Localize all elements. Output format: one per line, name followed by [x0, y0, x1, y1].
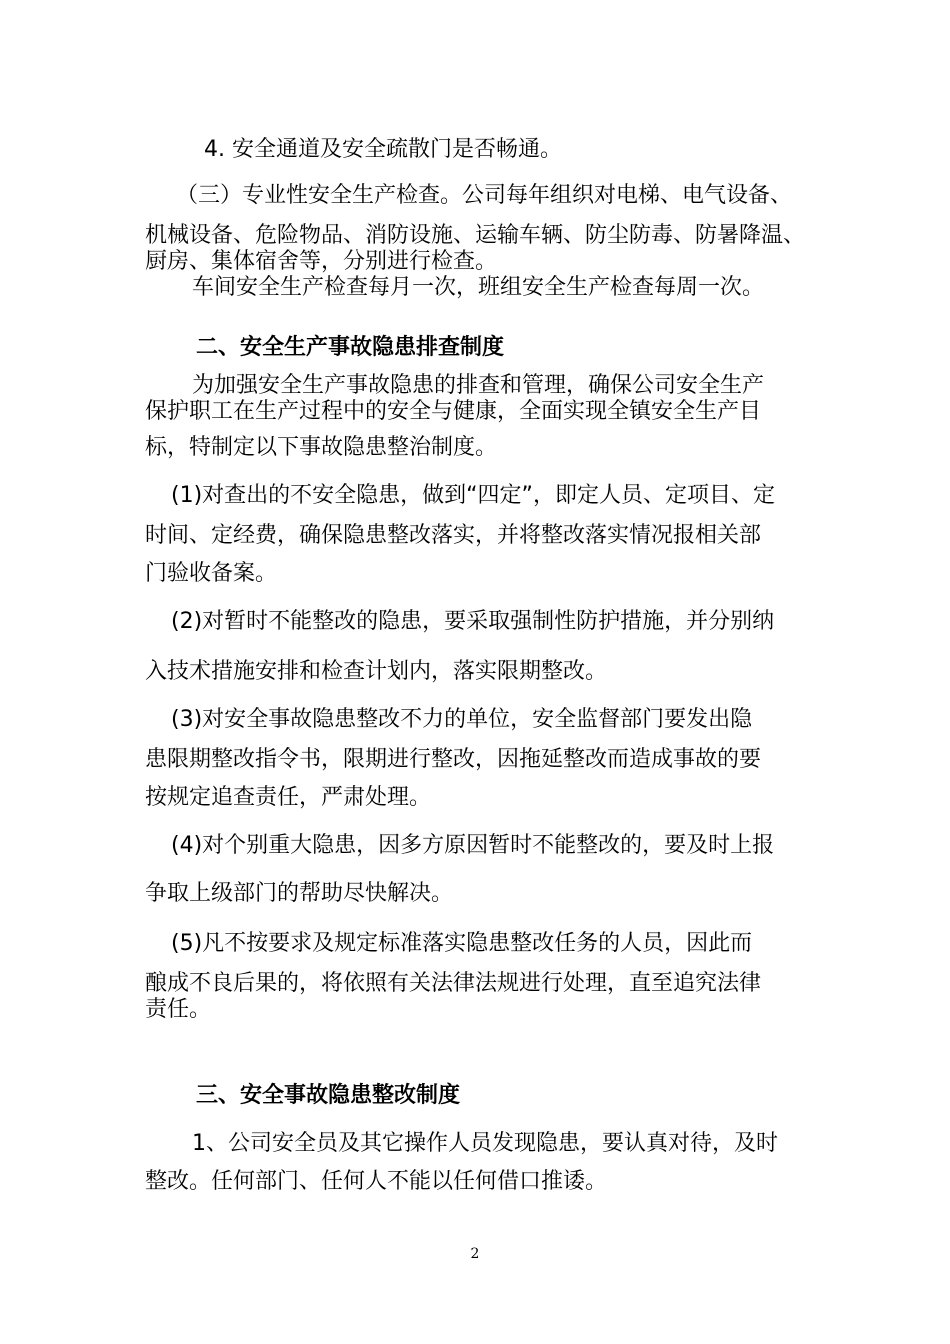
body-line: 责任。 [145, 997, 212, 1022]
body-line: 1、公司安全员及其它操作人员发现隐患，要认真对待，及时 [192, 1131, 778, 1156]
section-heading: 三、安全事故隐患整改制度 [196, 1083, 461, 1108]
body-line: 4. 安全通道及安全疏散门是否畅通。 [204, 137, 562, 162]
body-line: 按规定追查责任，严肃处理。 [145, 785, 432, 810]
body-line: 车间安全生产检查每月一次，班组安全生产检查每周一次。 [192, 275, 765, 300]
body-line: 争取上级部门的帮助尽快解决。 [145, 881, 454, 906]
body-line: 酿成不良后果的，将依照有关法律法规进行处理，直至追究法律 [145, 971, 762, 996]
body-line: 时间、定经费，确保隐患整改落实，并将整改落实情况报相关部 [145, 523, 762, 548]
body-line: （三）专业性安全生产检查。公司每年组织对电梯、电气设备、 [176, 183, 793, 208]
body-line: 入技术措施安排和检查计划内，落实限期整改。 [145, 659, 608, 684]
body-line: 厨房、集体宿舍等，分别进行检查。 [145, 249, 498, 274]
section-heading: 二、安全生产事故隐患排查制度 [196, 335, 505, 360]
list-item-5: (5)凡不按要求及规定标准落实隐患整改任务的人员，因此而 [171, 931, 753, 956]
body-line: 为加强安全生产事故隐患的排查和管理，确保公司安全生产 [192, 373, 765, 398]
page-number: 2 [470, 1246, 480, 1262]
list-item-3: (3)对安全事故隐患整改不力的单位，安全监督部门要发出隐 [171, 707, 753, 732]
body-line: 保护职工在生产过程中的安全与健康，全面实现全镇安全生产目 [145, 399, 762, 424]
body-line: 门验收备案。 [145, 561, 278, 586]
body-line: 患限期整改指令书，限期进行整改，因拖延整改而造成事故的要 [145, 747, 762, 772]
list-item-1: (1)对查出的不安全隐患，做到“四定”，即定人员、定项目、定 [171, 483, 775, 508]
body-line: 标，特制定以下事故隐患整治制度。 [145, 435, 498, 460]
body-line: 整改。任何部门、任何人不能以任何借口推诿。 [145, 1169, 608, 1194]
body-line: 机械设备、危险物品、消防设施、运输车辆、防尘防毒、防暑降温、 [145, 223, 806, 248]
list-item-4: (4)对个别重大隐患，因多方原因暂时不能整改的，要及时上报 [171, 833, 775, 858]
list-item-2: (2)对暂时不能整改的隐患，要采取强制性防护措施，并分别纳 [171, 609, 775, 634]
